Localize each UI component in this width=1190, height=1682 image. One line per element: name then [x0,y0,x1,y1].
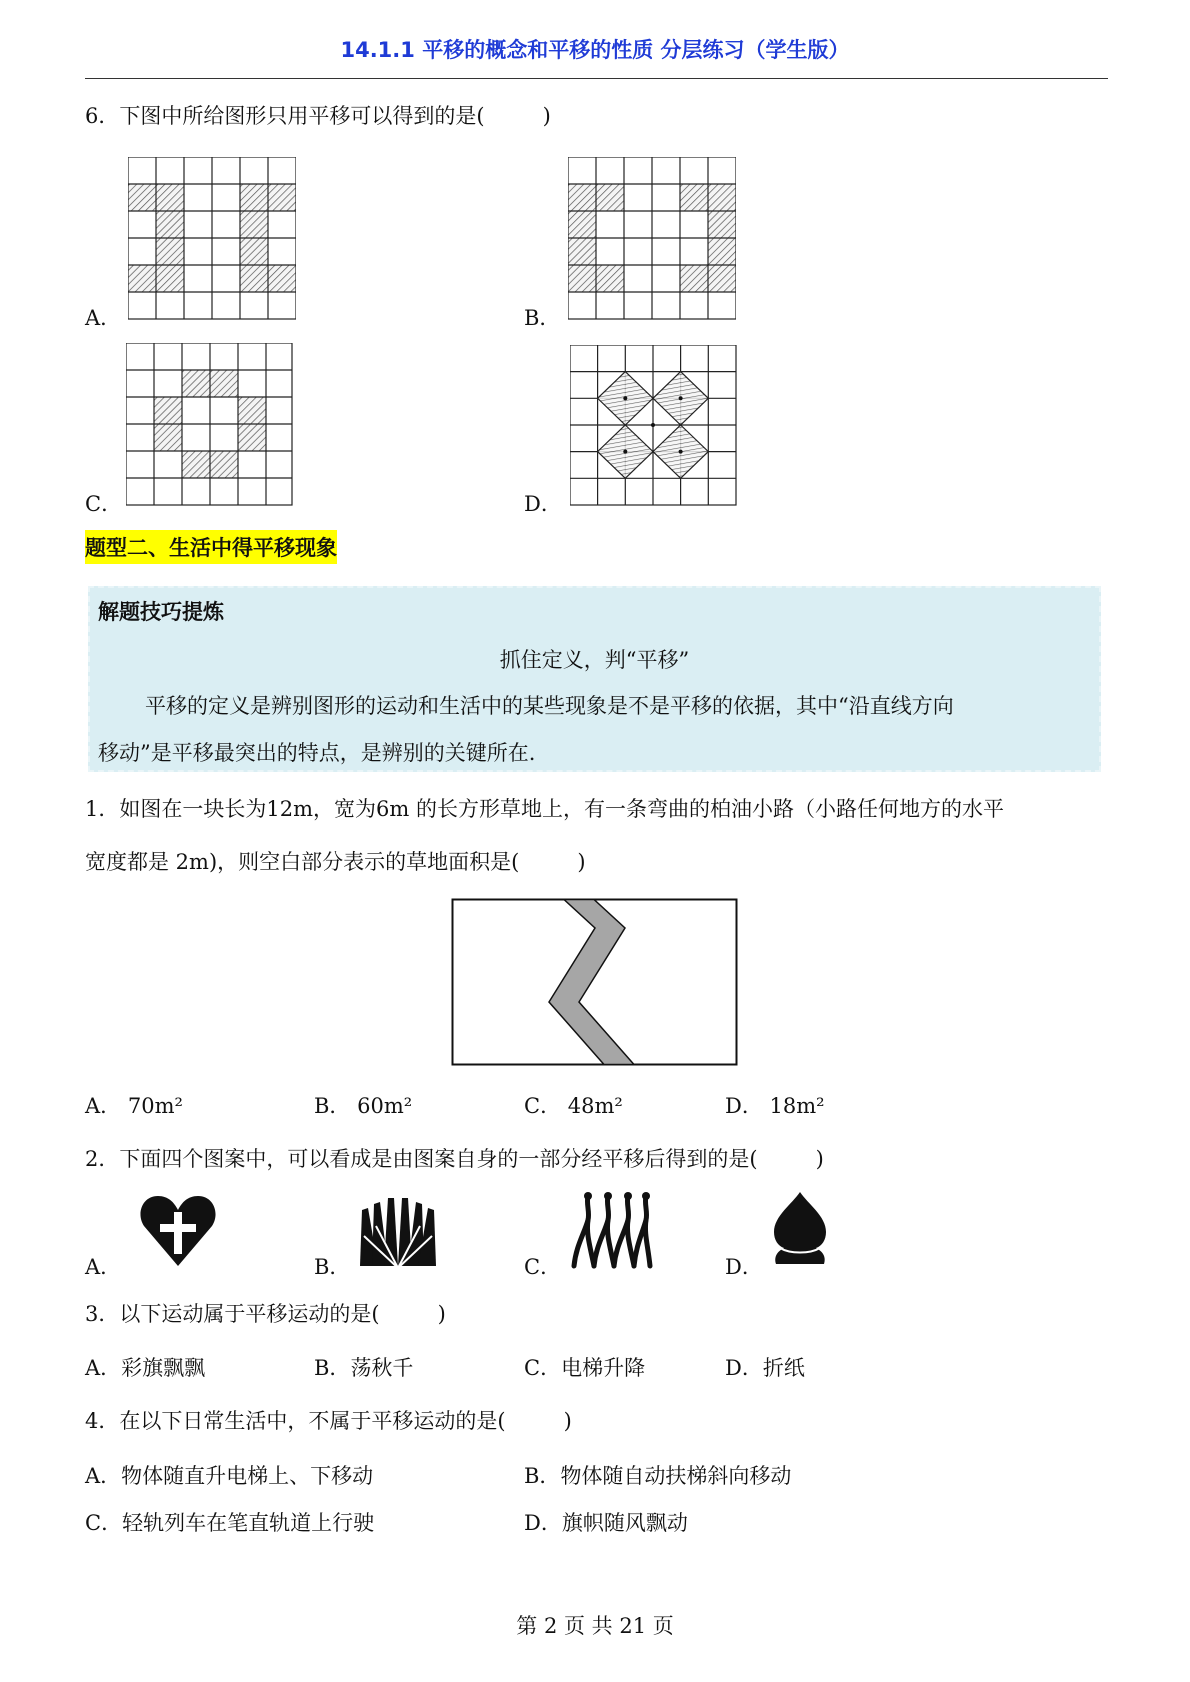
q6-option-a-label[interactable]: A． [85,306,122,330]
q4-option-b-text: 物体随自动扶梯斜向移动 [560,1464,792,1488]
q1-option-c[interactable] [524,1090,623,1120]
question-4-close: ) [563,1409,572,1433]
q6-option-d-label[interactable]: D． [524,492,562,516]
question-2-stem [85,1143,824,1173]
question-2-close: ) [815,1147,824,1171]
q6-option-b-label[interactable]: B． [524,306,561,330]
q4-option-b[interactable] [524,1460,791,1490]
tips-paragraph-line2: 移动”是平移最突出的特点，是辨别的关键所在. [98,741,536,765]
q1-option-c-value: 48m² [567,1094,623,1118]
q6-option-a-figure [128,157,296,321]
q3-option-a-text: 彩旗飘飘 [121,1356,206,1380]
q4-option-a-text: 物体随直升电梯上、下移动 [121,1464,374,1488]
q6-option-c-label[interactable]: C． [85,492,123,516]
q4-option-d-label: D． [524,1511,562,1535]
q4-option-c[interactable] [85,1507,374,1537]
q2-option-b-fan-icon [356,1196,440,1270]
question-6-stem [85,100,551,130]
q1-option-d-value: 18m² [769,1094,825,1118]
question-1-close: ) [577,850,586,874]
question-6-close: ) [542,104,551,128]
q2-option-d-drop-icon [770,1190,830,1268]
q4-option-d[interactable] [524,1507,688,1537]
q4-option-c-text: 轻轨列车在笔直轨道上行驶 [122,1511,375,1535]
q3-option-a-label: A． [85,1356,122,1380]
q3-option-a[interactable] [85,1352,205,1382]
header-divider [85,78,1108,79]
tips-title: 抓住定义，判“平移” [499,648,690,672]
q3-option-b-text: 荡秋千 [350,1356,414,1380]
q1-option-a-label: A． [85,1094,122,1118]
question-1-line2 [85,846,586,876]
section-title: 题型二、生活中得平移现象 [85,530,337,564]
q4-option-a[interactable] [85,1460,373,1490]
q1-option-a-value: 70m² [127,1094,183,1118]
q3-option-d-text: 折纸 [762,1356,805,1380]
question-4-stem [85,1405,572,1435]
tips-heading: 解题技巧提炼 [98,600,224,624]
q1-option-d-label: D． [725,1094,763,1118]
question-3-text: 3．以下运动属于平移运动的是( [85,1302,380,1326]
page-footer: 第 2 页 共 21 页 [516,1614,674,1638]
q1-option-b[interactable] [314,1090,412,1120]
q1-option-b-label: B． [314,1094,351,1118]
q1-option-d[interactable] [725,1090,825,1120]
q1-option-c-label: C． [524,1094,562,1118]
q4-option-c-label: C． [85,1511,123,1535]
q2-option-a-label[interactable]: A． [85,1255,122,1279]
q4-option-a-label: A． [85,1464,122,1488]
q4-option-d-text: 旗帜随风飘动 [561,1511,688,1535]
q2-option-b-label[interactable]: B． [314,1255,351,1279]
question-1-text: 宽度都是 2m)，则空白部分表示的草地面积是( [85,850,520,874]
q1-lawn-figure [451,898,739,1068]
q3-option-b-label: B． [314,1356,351,1380]
question-4-text: 4．在以下日常生活中，不属于平移运动的是( [85,1409,506,1433]
q2-option-d-label[interactable]: D． [725,1255,763,1279]
header-title: 14.1.1 平移的概念和平移的性质 分层练习（学生版） [340,38,850,62]
q3-option-d-label: D． [725,1356,763,1380]
q4-option-b-label: B． [524,1464,561,1488]
question-3-close: ) [437,1302,446,1326]
q1-option-a[interactable] [85,1090,183,1120]
q3-option-c-text: 电梯升降 [561,1356,646,1380]
q3-option-c[interactable] [524,1352,645,1382]
q2-option-a-heart-cross-icon [138,1190,218,1270]
q3-option-b[interactable] [314,1352,413,1382]
tips-paragraph-line1: 平移的定义是辨别图形的运动和生活中的某些现象是不是平移的依据，其中“沿直线方向 [145,694,954,718]
q3-option-d[interactable] [725,1352,805,1382]
question-2-text: 2．下面四个图案中，可以看成是由图案自身的一部分经平移后得到的是( [85,1147,758,1171]
q6-option-b-figure [568,157,736,321]
q2-option-c-figures-icon [570,1190,654,1270]
q1-option-b-value: 60m² [357,1094,413,1118]
q6-option-d-figure [570,345,738,507]
q2-option-c-label[interactable]: C． [524,1255,562,1279]
q6-option-c-figure [126,343,294,507]
question-3-stem [85,1298,446,1328]
q3-option-c-label: C． [524,1356,562,1380]
question-1-line1: 1．如图在一块长为12m，宽为6m 的长方形草地上，有一条弯曲的柏油小路（小路任何地方的水平 [85,797,1004,821]
question-6-text: 6．下图中所给图形只用平移可以得到的是( [85,104,485,128]
